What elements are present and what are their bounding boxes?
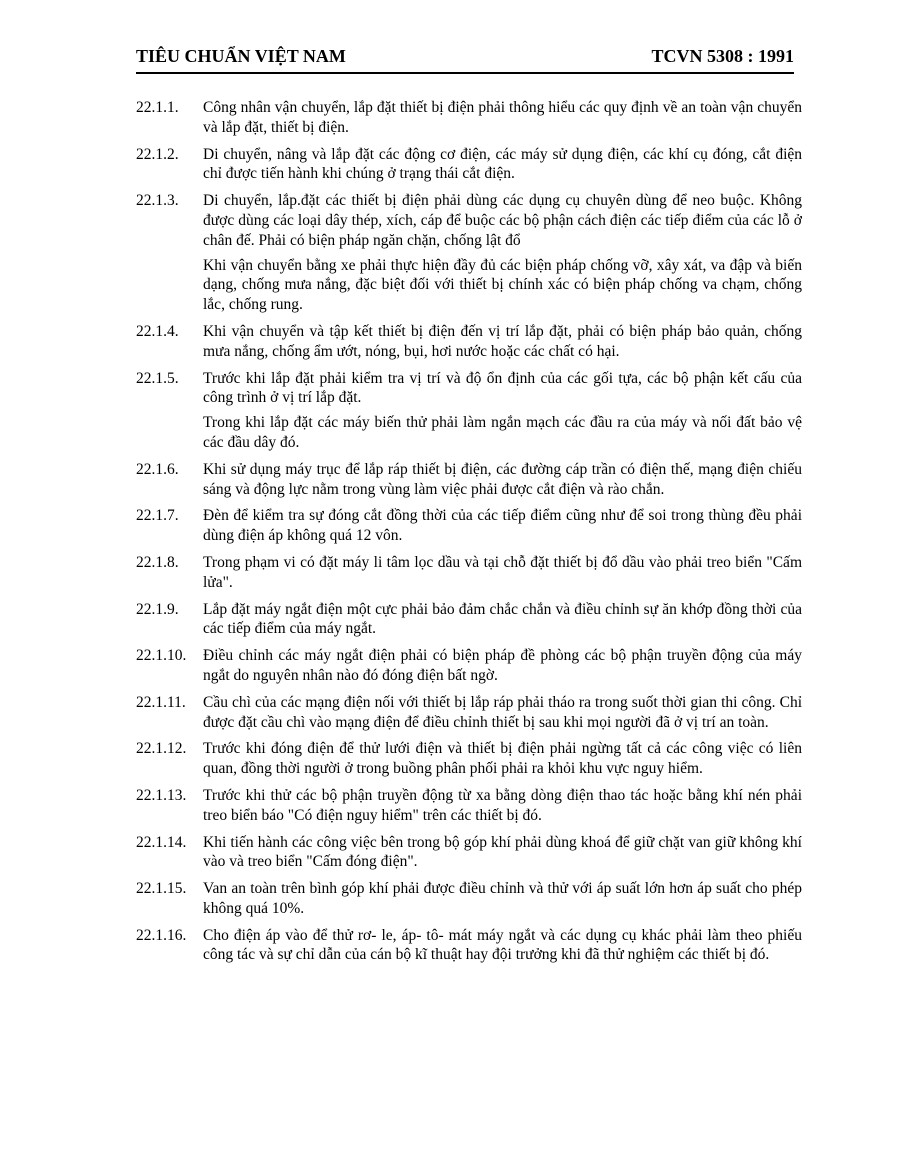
- clause-number: 22.1.16.: [136, 926, 187, 944]
- clause-paragraph: Trong khi lắp đặt các máy biến thử phải làm ngắn mạch các đầu ra của máy và nối đất bảo vệ các đầu dây đó.: [203, 414, 802, 451]
- clause-number: 22.1.3.: [136, 192, 179, 210]
- clause-body: [203, 786, 802, 826]
- clause-paragraph: Cầu chì của các mạng điện nối với thiết bị lắp ráp phải tháo ra trong suốt thời gian thi công. Chỉ được đặt cầu chì vào mạng điện để điều chỉnh thiết bị sau khi mọi người đã ở vị trí an toàn.: [203, 693, 802, 731]
- clause-paragraph: Di chuyển, lắp.đặt các thiết bị điện phải dùng các dụng cụ chuyên dùng để neo buộc. Không được dùng các loại dây thép, xích, cáp để buộc các bộ phận cách điện các tiếp điểm của các lỗ ở chân đế. Phải có biện pháp ngăn chặn, chống lật đổ: [203, 192, 802, 249]
- clause-paragraph: Khi vận chuyển bằng xe phải thực hiện đầy đủ các biện pháp chống vỡ, xây xát, va đập và biến dạng, chống mưa nắng, đặc biệt đối với thiết bị chính xác có biện pháp chống va chạm, chống lắc, chống rung.: [203, 256, 802, 314]
- clause-paragraph: Di chuyển, nâng và lắp đặt các động cơ điện, các máy sử dụng điện, các khí cụ đóng, cắt điện chỉ được tiến hành khi chúng ở trạng thái cắt điện.: [203, 145, 802, 183]
- clause-body: [203, 506, 802, 546]
- clause-item: [136, 98, 802, 138]
- clause-number: 22.1.9.: [136, 600, 179, 618]
- clause-paragraph: Khi sử dụng máy trục để lắp ráp thiết bị điện, các đường cáp trần có điện thế, mạng điện chiếu sáng và động lực nằm trong vùng làm việc phải được cắt điện và rào chắn.: [203, 460, 802, 498]
- clause-body: [203, 553, 802, 593]
- clause-body: [203, 98, 802, 138]
- clause-item: [136, 926, 802, 966]
- clause-number: 22.1.6.: [136, 460, 179, 478]
- clause-item: [136, 646, 802, 686]
- clause-body: [203, 693, 802, 733]
- clause-paragraph: Trước khi đóng điện để thử lưới điện và thiết bị điện phải ngừng tất cả các công việc có liên quan, đồng thời người ở trong buồng phân phối phải ra khỏi khu vực nguy hiểm.: [203, 740, 802, 778]
- clause-paragraph: Trước khi thử các bộ phận truyền động từ xa bằng dòng điện thao tác hoặc bằng khí nén phải treo biển báo "Có điện nguy hiểm" trên các thiết bị đó.: [203, 786, 802, 824]
- clause-body: [203, 739, 802, 779]
- clause-body: [203, 460, 802, 500]
- clause-body: [203, 145, 802, 185]
- clause-item: [136, 600, 802, 640]
- clause-item: [136, 322, 802, 362]
- clause-body: [203, 191, 802, 315]
- clause-item: [136, 833, 802, 873]
- clause-item: [136, 369, 802, 453]
- clause-number: 22.1.8.: [136, 553, 179, 571]
- clause-paragraph: Đèn để kiểm tra sự đóng cắt đồng thời của các tiếp điểm cũng như để soi trong thùng đều phải dùng điện áp không quá 12 vôn.: [203, 507, 802, 545]
- clause-body: [203, 646, 802, 686]
- page-header: [136, 46, 794, 67]
- clause-number: 22.1.1.: [136, 99, 179, 116]
- clause-number: 22.1.5.: [136, 369, 179, 387]
- clause-number: 22.1.11.: [136, 693, 186, 711]
- clause-item: [136, 460, 802, 500]
- header-title: TIÊU CHUẨN VIỆT NAM: [136, 46, 346, 66]
- clause-number: 22.1.10.: [136, 647, 187, 665]
- clause-body: [203, 926, 802, 966]
- clause-paragraph: Khi vận chuyển và tập kết thiết bị điện đến vị trí lắp đặt, phải có biện pháp bảo quản, chống mưa nắng, chống ẩm ướt, nóng, bụi, hơi nước hoặc các chất có hại.: [203, 322, 802, 360]
- clause-item: [136, 786, 802, 826]
- header-standard-code: TCVN 5308 : 1991: [651, 46, 794, 66]
- clause-paragraph: Van an toàn trên bình góp khí phải được điều chỉnh và thử với áp suất lớn hơn áp suất cho phép không quá 10%.: [203, 880, 802, 917]
- header-divider: [136, 72, 794, 74]
- clause-paragraph: Trong phạm vi có đặt máy li tâm lọc dầu và tại chỗ đặt thiết bị đổ dầu vào phải treo biển "Cấm lửa".: [203, 553, 802, 591]
- clause-number: 22.1.14.: [136, 833, 187, 851]
- clause-item: [136, 191, 802, 315]
- clause-list: [136, 98, 802, 972]
- clause-item: [136, 553, 802, 593]
- clause-number: 22.1.13.: [136, 786, 187, 804]
- clause-paragraph: Khi tiến hành các công việc bên trong bộ góp khí phải dùng khoá để giữ chặt van giữ không khí vào và treo biển "Cấm đóng điện".: [203, 833, 802, 871]
- clause-paragraph: Trước khi lắp đặt phải kiểm tra vị trí và độ ổn định của các gối tựa, các bộ phận kết cấu của công trình ở vị trí lắp đặt.: [203, 369, 802, 407]
- clause-paragraph: Điều chỉnh các máy ngắt điện phải có biện pháp đề phòng các bộ phận truyền động của máy ngắt do nguyên nhân nào đó đóng điện bất ngờ.: [203, 647, 802, 684]
- clause-item: [136, 693, 802, 733]
- clause-number: 22.1.2.: [136, 145, 179, 163]
- clause-item: [136, 145, 802, 185]
- clause-number: 22.1.12.: [136, 740, 187, 758]
- clause-body: [203, 322, 802, 362]
- clause-paragraph: Lắp đặt máy ngắt điện một cực phải bảo đảm chắc chắn và điều chỉnh sự ăn khớp đồng thời của các tiếp điểm của máy ngắt.: [203, 600, 802, 638]
- clause-item: [136, 879, 802, 919]
- clause-body: [203, 833, 802, 873]
- clause-body: [203, 879, 802, 919]
- clause-body: [203, 600, 802, 640]
- clause-item: [136, 739, 802, 779]
- clause-paragraph: Cho điện áp vào để thử rơ- le, áp- tô- mát máy ngắt và các dụng cụ khác phải làm theo phiếu công tác và sự chỉ dẫn của cán bộ kĩ thuật hay đội trưởng khi đã thử nghiệm các thiết bị đó.: [203, 926, 802, 964]
- clause-number: 22.1.15.: [136, 880, 187, 898]
- clause-body: [203, 369, 802, 453]
- clause-item: [136, 506, 802, 546]
- clause-number: 22.1.7.: [136, 507, 179, 525]
- clause-number: 22.1.4.: [136, 322, 179, 340]
- clause-paragraph: Công nhân vận chuyển, lắp đặt thiết bị điện phải thông hiểu các quy định về an toàn vận chuyển và lắp đặt, thiết bị điện.: [203, 99, 802, 136]
